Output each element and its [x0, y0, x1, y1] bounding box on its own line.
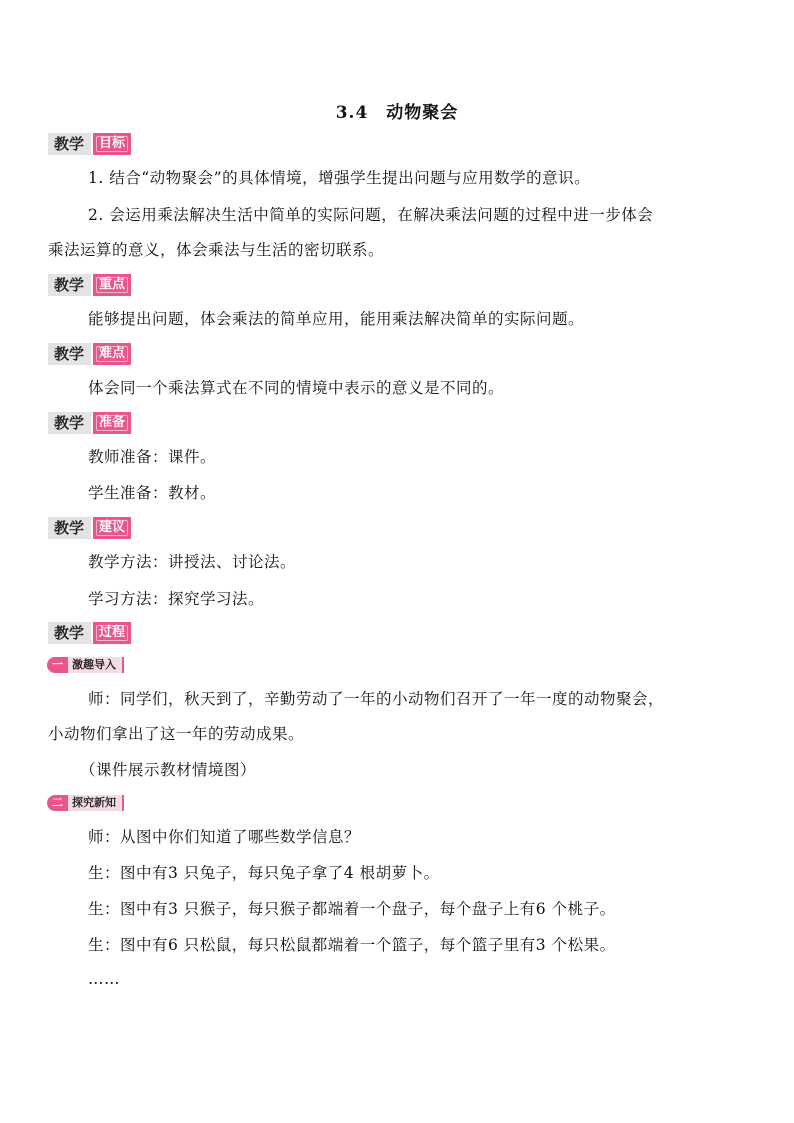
- badge-label: 教学: [48, 517, 91, 539]
- badge-label: 教学: [48, 274, 91, 296]
- section-badge-advice: [48, 517, 131, 539]
- goal-line-2: 2. 会运用乘法解决生活中简单的实际问题，在解决乘法问题的过程中进一步体会: [88, 206, 654, 224]
- section-badge-prep: [48, 412, 131, 434]
- badge-tag: 建议: [91, 517, 131, 539]
- step2-line-4: 生：图中有6 只松鼠，每只松鼠都端着一个篮子，每个篮子里有3 个松果。: [88, 936, 616, 954]
- step-header-1: [47, 657, 124, 673]
- advice-line-2: 学习方法：探究学习法。: [88, 590, 265, 608]
- step1-line-2: 小动物们拿出了这一年的劳动成果。: [48, 725, 305, 743]
- badge-tag: 目标: [91, 133, 131, 155]
- step2-line-1: 师：从图中你们知道了哪些数学信息？: [88, 828, 361, 846]
- badge-label: 教学: [48, 622, 91, 644]
- goal-line-1: 1. 结合“动物聚会”的具体情境，增强学生提出问题与应用数学的意识。: [88, 169, 591, 187]
- goal-line-3: 乘法运算的意义，体会乘法与生活的密切联系。: [48, 241, 385, 259]
- difficulty-line: 体会同一个乘法算式在不同的情境中表示的意义是不同的。: [88, 379, 505, 397]
- section-badge-process: [48, 622, 131, 644]
- badge-label: 教学: [48, 343, 91, 365]
- prep-line-1: 教师准备：课件。: [88, 448, 217, 466]
- step1-line-1: 师：同学们，秋天到了，辛勤劳动了一年的小动物们召开了一年一度的动物聚会，: [88, 690, 665, 708]
- section-badge-goal: [48, 133, 131, 155]
- advice-line-1: 教学方法：讲授法、讨论法。: [88, 553, 297, 571]
- step-number: 二: [47, 795, 68, 811]
- key-line: 能够提出问题，体会乘法的简单应用，能用乘法解决简单的实际问题。: [88, 310, 585, 328]
- step2-line-3: 生：图中有3 只猴子，每只猴子都端着一个盘子，每个盘子上有6 个桃子。: [88, 900, 616, 918]
- badge-tag: 重点: [91, 274, 131, 296]
- step-number: 一: [47, 657, 68, 673]
- page-title: 3.4 动物聚会: [335, 103, 459, 123]
- badge-tag: 难点: [91, 343, 131, 365]
- section-badge-key: [48, 274, 131, 296]
- badge-tag: 过程: [91, 622, 131, 644]
- badge-label: 教学: [48, 412, 91, 434]
- step-label: 激趣导入: [68, 657, 124, 673]
- section-badge-difficulty: [48, 343, 131, 365]
- badge-label: 教学: [48, 133, 91, 155]
- badge-tag: 准备: [91, 412, 131, 434]
- step2-line-5: ……: [88, 970, 120, 988]
- step-label: 探究新知: [68, 795, 124, 811]
- step2-line-2: 生：图中有3 只兔子，每只兔子拿了4 根胡萝卜。: [88, 864, 440, 882]
- prep-line-2: 学生准备：教材。: [88, 484, 217, 502]
- step1-line-3: （课件展示教材情境图）: [80, 761, 257, 779]
- step-header-2: [47, 795, 124, 811]
